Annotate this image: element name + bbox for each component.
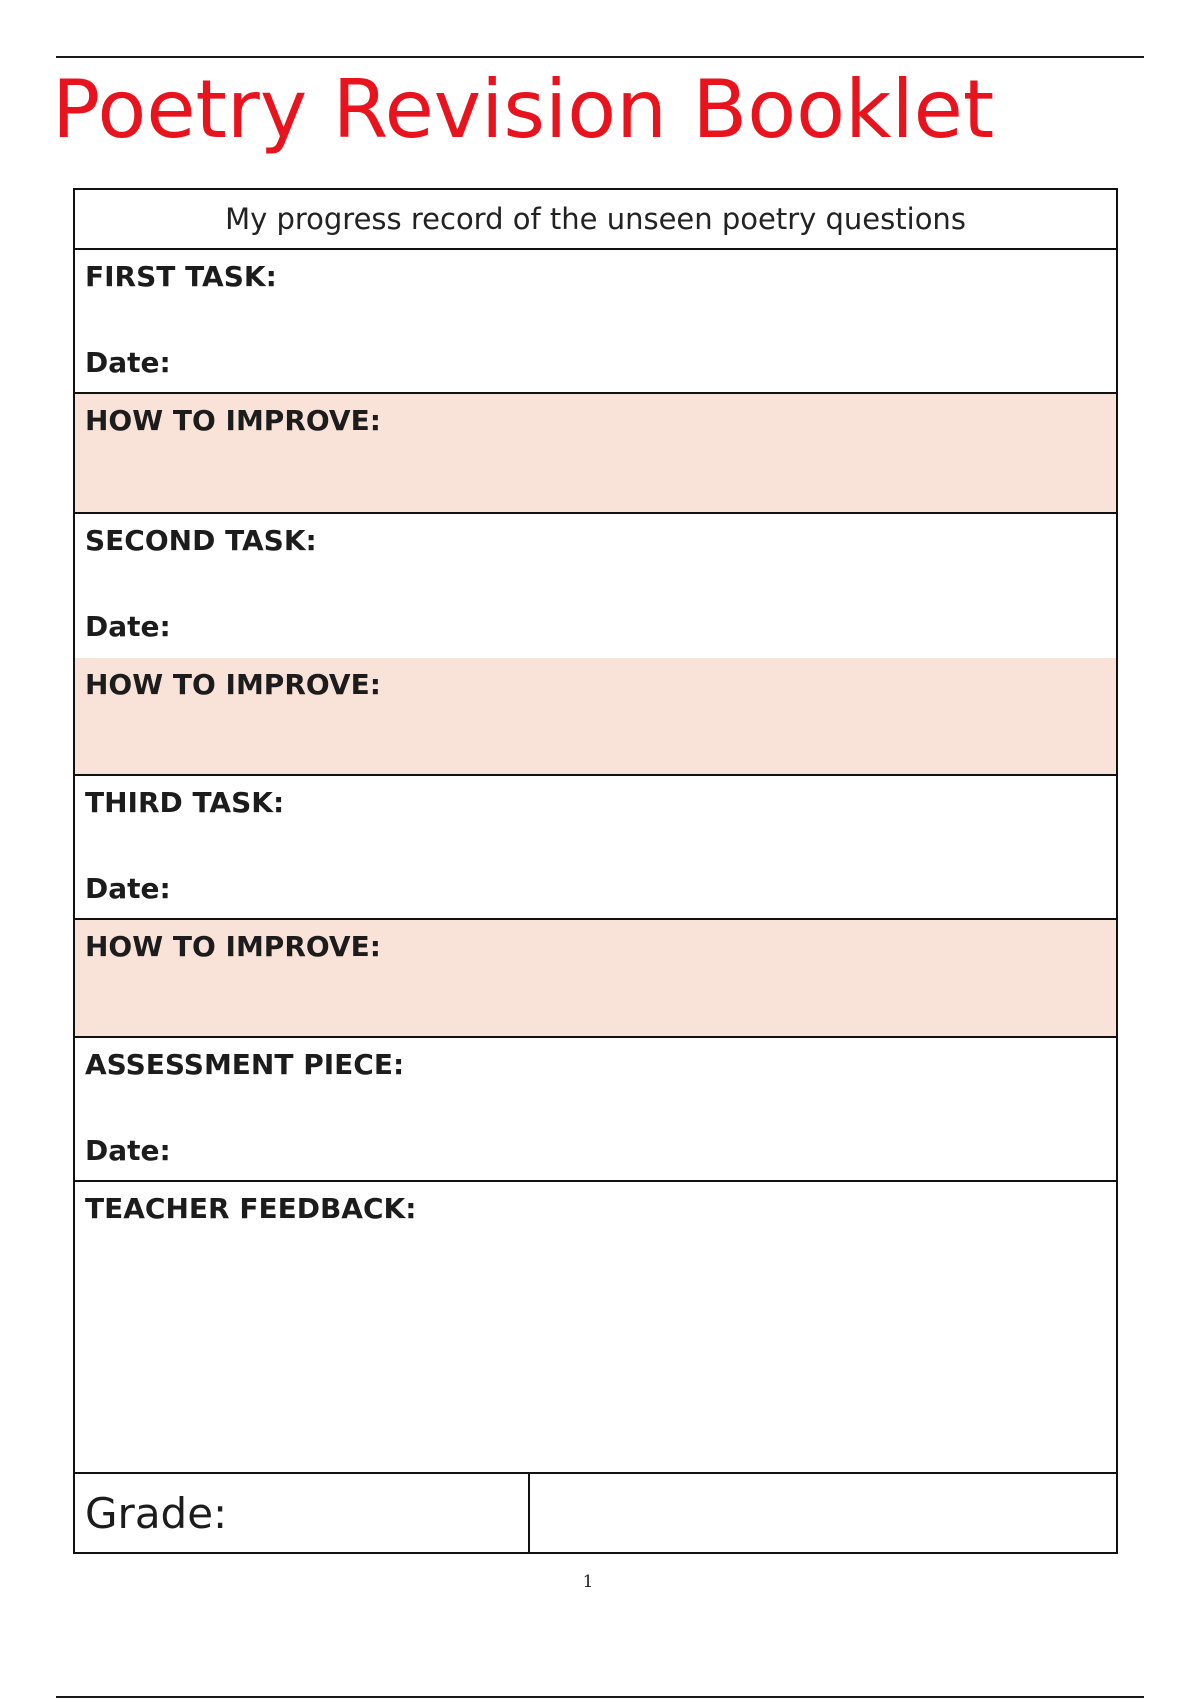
third-task-row[interactable]	[75, 776, 1116, 920]
second-improve-label: HOW TO IMPROVE:	[85, 668, 381, 701]
second-task-row[interactable]	[75, 514, 1116, 658]
second-task-date-label: Date:	[85, 610, 171, 643]
page-number: 1	[582, 1572, 594, 1592]
second-task-label: SECOND TASK:	[85, 524, 317, 557]
third-improve-label: HOW TO IMPROVE:	[85, 930, 381, 963]
first-improve-row[interactable]	[75, 394, 1116, 512]
teacher-feedback-label: TEACHER FEEDBACK:	[85, 1192, 417, 1225]
teacher-feedback-row[interactable]	[75, 1182, 1116, 1474]
assessment-label: ASSESSMENT PIECE:	[85, 1048, 405, 1081]
grade-row	[75, 1474, 1116, 1552]
third-improve-row[interactable]	[75, 920, 1116, 1038]
second-improve-row[interactable]	[75, 658, 1116, 776]
grade-value-field[interactable]	[530, 1474, 1116, 1552]
grade-label: Grade:	[75, 1474, 530, 1552]
progress-record-table	[73, 188, 1118, 1554]
first-task-date-label: Date:	[85, 346, 171, 379]
assessment-row[interactable]	[75, 1038, 1116, 1182]
bottom-rule	[56, 1696, 1144, 1698]
first-task-label: FIRST TASK:	[85, 260, 277, 293]
first-task-row[interactable]	[75, 250, 1116, 394]
first-improve-label: HOW TO IMPROVE:	[85, 404, 381, 437]
assessment-date-label: Date:	[85, 1134, 171, 1167]
top-rule	[56, 56, 1144, 58]
page-title: Poetry Revision Booklet	[52, 63, 995, 156]
table-header: My progress record of the unseen poetry questions	[75, 190, 1116, 250]
third-task-label: THIRD TASK:	[85, 786, 285, 819]
third-task-date-label: Date:	[85, 872, 171, 905]
